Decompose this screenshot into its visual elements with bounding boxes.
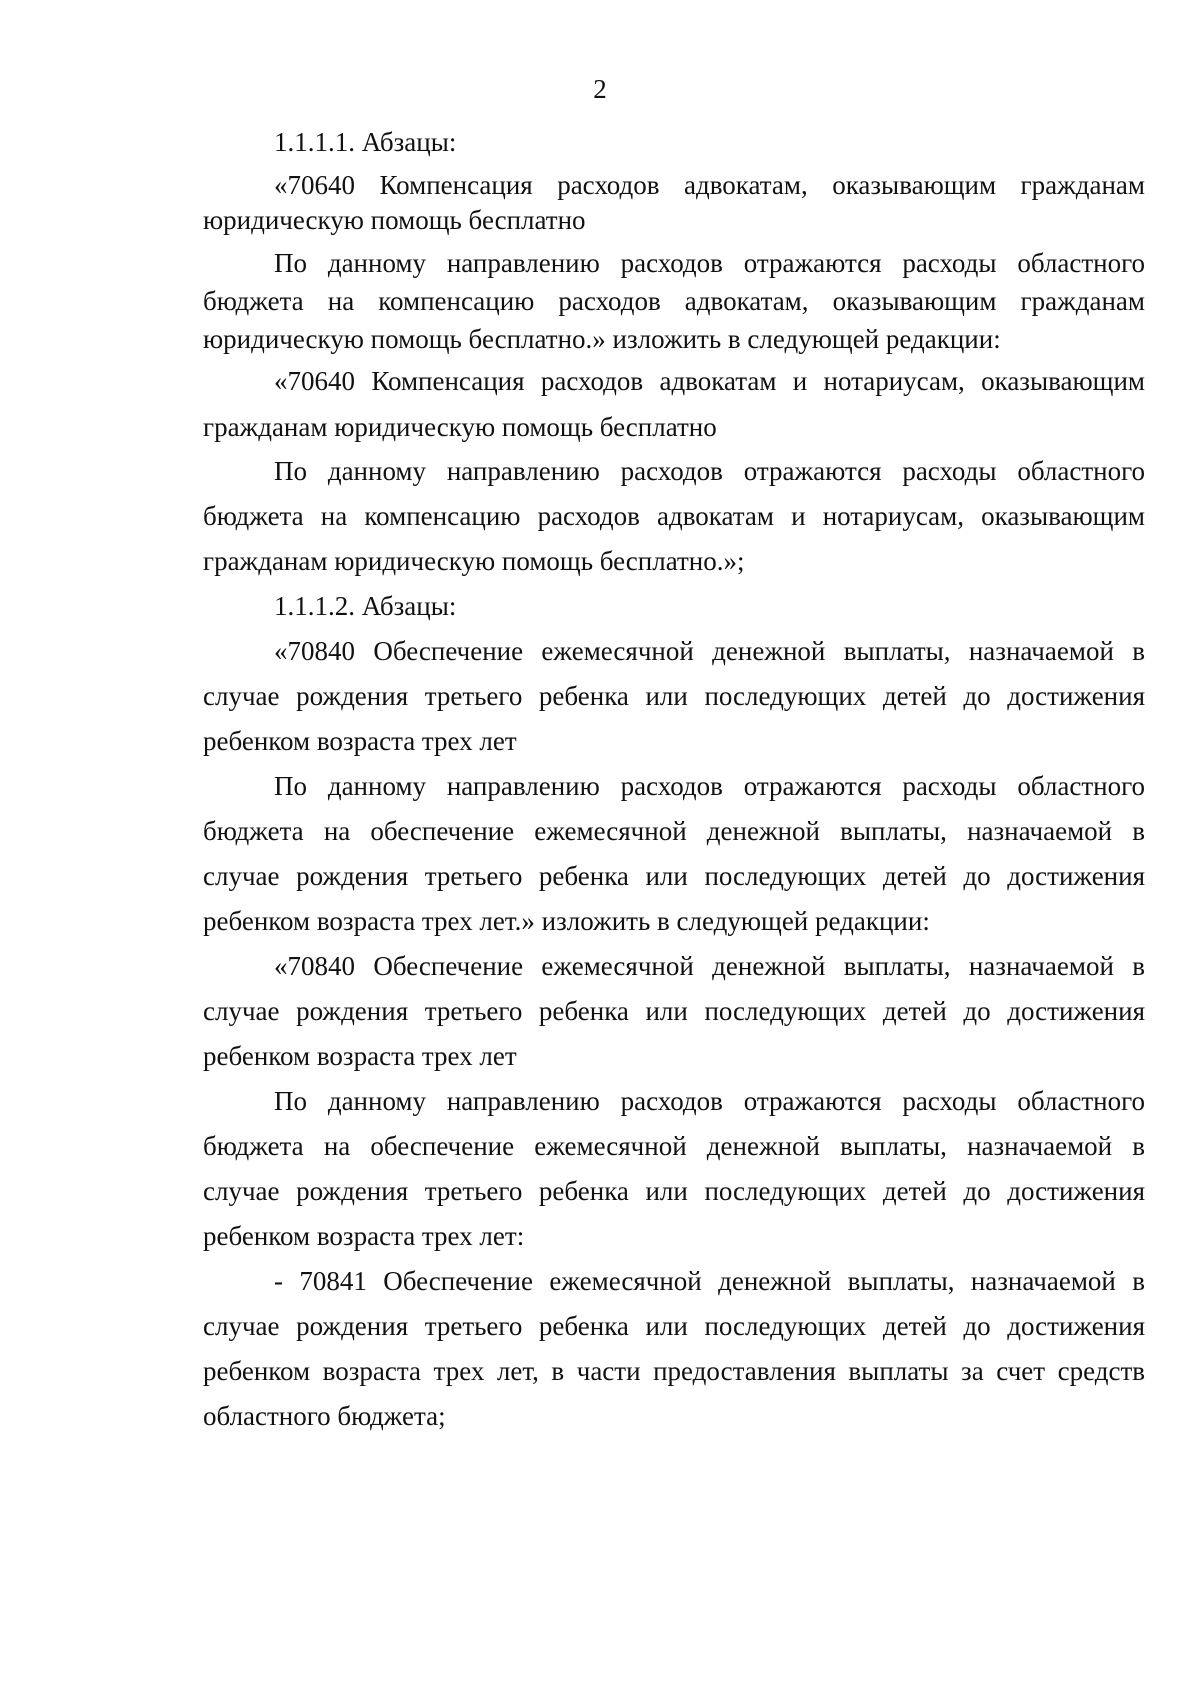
section-heading: 1.1.1.1. Абзацы: <box>274 127 457 157</box>
text-line: «70640 Компенсация расходов адвокатам и нотариусам, оказывающим <box>274 366 1145 396</box>
text-line: По данному направлению расходов отражаются расходы областного <box>274 248 1145 278</box>
text-line: гражданам юридическую помощь бесплатно.»; <box>203 546 745 576</box>
text-line: случае рождения третьего ребенка или последующих детей до достижения <box>203 1311 1145 1341</box>
text-line: По данному направлению расходов отражаются расходы областного <box>274 456 1145 486</box>
text-line: областного бюджета; <box>203 1401 446 1431</box>
text-line: ребенком возраста трех лет: <box>203 1221 525 1251</box>
text-line: По данному направлению расходов отражаются расходы областного <box>274 1086 1145 1116</box>
text-line: ребенком возраста трех лет <box>203 1041 517 1071</box>
text-line: «70840 Обеспечение ежемесячной денежной выплаты, назначаемой в <box>274 951 1145 981</box>
text-line: ребенком возраста трех лет <box>203 726 517 756</box>
section-heading: 1.1.1.2. Абзацы: <box>274 591 457 621</box>
text-line: - 70841 Обеспечение ежемесячной денежной выплаты, назначаемой в <box>274 1266 1145 1296</box>
text-line: случае рождения третьего ребенка или последующих детей до достижения <box>203 1176 1145 1206</box>
text-line: «70840 Обеспечение ежемесячной денежной выплаты, назначаемой в <box>274 636 1145 666</box>
text-line: юридическую помощь бесплатно <box>203 205 586 235</box>
text-line: бюджета на обеспечение ежемесячной денежной выплаты, назначаемой в <box>203 816 1145 846</box>
text-line: бюджета на компенсацию расходов адвокатам, оказывающим гражданам <box>203 286 1145 316</box>
text-line: бюджета на обеспечение ежемесячной денежной выплаты, назначаемой в <box>203 1131 1145 1161</box>
text-line: случае рождения третьего ребенка или последующих детей до достижения <box>203 681 1145 711</box>
page-number: 2 <box>593 74 607 104</box>
text-line: гражданам юридическую помощь бесплатно <box>203 412 717 442</box>
text-line: По данному направлению расходов отражаются расходы областного <box>274 771 1145 801</box>
text-line: случае рождения третьего ребенка или последующих детей до достижения <box>203 996 1145 1026</box>
text-line: бюджета на компенсацию расходов адвокатам и нотариусам, оказывающим <box>203 501 1145 531</box>
text-line: ребенком возраста трех лет.» изложить в следующей редакции: <box>203 906 930 936</box>
text-line: случае рождения третьего ребенка или последующих детей до достижения <box>203 861 1145 891</box>
text-line: юридическую помощь бесплатно.» изложить в следующей редакции: <box>203 324 1001 354</box>
text-line: ребенком возраста трех лет, в части предоставления выплаты за счет средств <box>203 1356 1145 1386</box>
text-line: «70640 Компенсация расходов адвокатам, оказывающим гражданам <box>274 170 1145 200</box>
